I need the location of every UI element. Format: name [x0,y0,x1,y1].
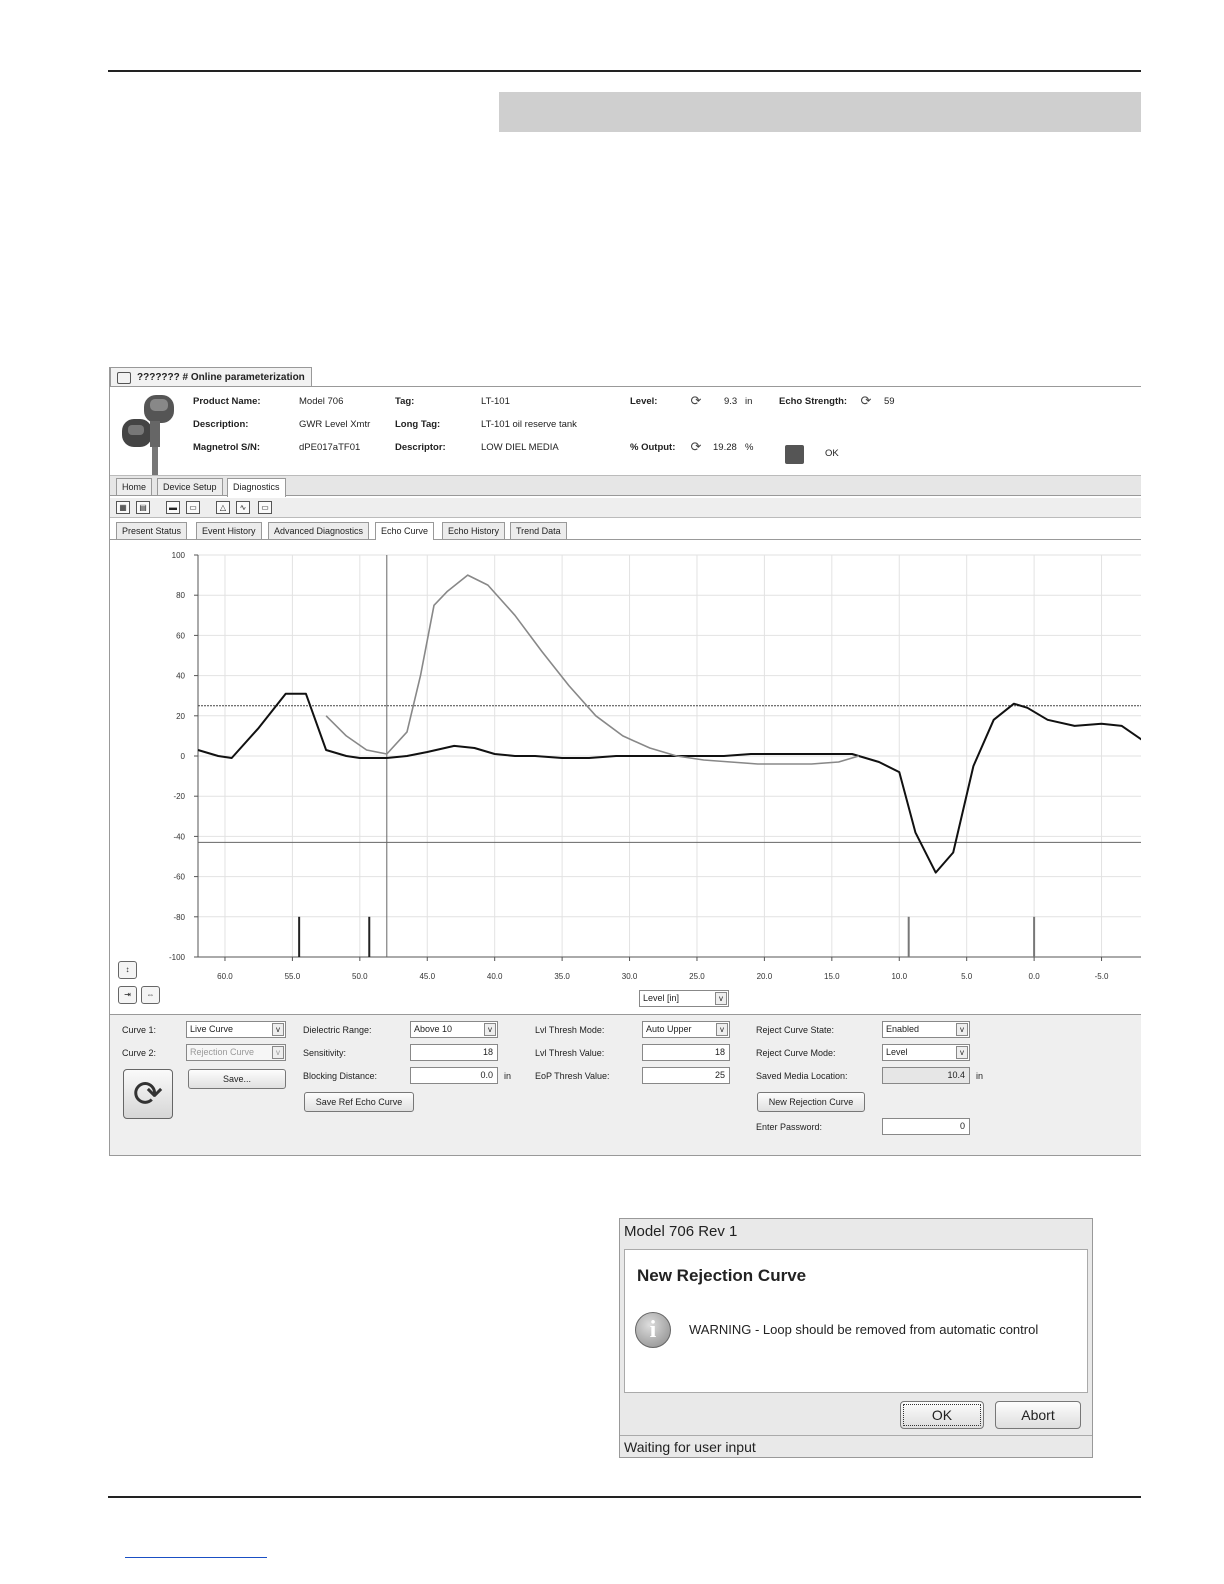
echo-strength-value: 59 [884,396,895,407]
output-label: % Output: [630,442,676,453]
tag-value: LT-101 [481,396,510,407]
dielectric-value: Above 10 [414,1024,453,1034]
lvl-thresh-mode-select[interactable] [642,1021,730,1038]
reject-state-select[interactable] [882,1021,970,1038]
lvl-thresh-mode-label: Lvl Thresh Mode: [535,1025,605,1035]
level-value: 9.3 [724,396,738,407]
signal-icon[interactable]: △ [216,501,230,514]
document-tab[interactable] [110,367,312,387]
main-tab-bar [110,475,1141,496]
y-tick-label: 0 [180,752,185,761]
sensitivity-label: Sensitivity: [303,1048,347,1058]
y-tick-label: -20 [173,792,185,802]
chevron-down-icon: v [956,1046,968,1059]
new-rejection-curve-dialog [619,1218,1093,1458]
eop-thresh-label: EoP Thresh Value: [535,1071,610,1081]
chevron-down-icon: v [272,1046,284,1059]
long-tag-label: Long Tag: [395,419,441,430]
x-tick-label: 55.0 [284,972,301,981]
level-label: Level: [630,396,658,407]
zoom-out-icon[interactable]: ⇔ [141,986,160,1004]
chart-icon[interactable]: ▭ [258,501,272,514]
blocking-field[interactable]: 0.0 [410,1067,498,1084]
dialog-title: Model 706 Rev 1 [624,1223,738,1240]
x-tick-label: 15.0 [824,972,840,981]
status-text: OK [825,448,839,459]
tab-trend-data[interactable] [510,522,567,540]
tab-home[interactable] [116,478,152,496]
x-tick-label: 50.0 [352,972,368,981]
serial-value: dPE017aTF01 [299,442,361,453]
dielectric-label: Dielectric Range: [303,1025,372,1035]
toolbar [110,498,1141,518]
output-value: 19.28 [713,442,737,453]
x-tick-label: 5.0 [961,972,973,981]
x-tick-label: 40.0 [486,972,503,981]
x-tick-label: 25.0 [689,972,705,981]
tab-echo-curve[interactable] [375,522,434,540]
y-tick-label: -100 [168,953,185,962]
y-tick-label: 20 [176,711,185,721]
dialog-heading: New Rejection Curve [637,1266,807,1285]
abort-button[interactable]: Abort [995,1401,1081,1429]
saved-media-field: 10.4 [882,1067,970,1084]
x-tick-label: 10.0 [891,972,908,981]
footer-link-underline [125,1557,267,1558]
top-rule [108,70,1141,72]
zoom-in-icon[interactable]: ⇥ [118,986,137,1004]
tab-present-status[interactable] [116,522,187,540]
curve1-select[interactable] [186,1021,286,1038]
password-label: Enter Password: [756,1122,823,1132]
x-tick-label: 45.0 [419,972,436,981]
product-name-label: Product Name: [193,396,261,407]
blocking-unit: in [504,1071,512,1081]
status-indicator [785,445,804,464]
x-tick-label: 0.0 [1028,972,1040,981]
x-axis-unit-select[interactable] [639,990,729,1007]
description-label: Description: [193,419,249,430]
descriptor-value: LOW DIEL MEDIA [481,442,559,453]
vertical-zoom-icon[interactable]: ↕ [118,961,137,979]
curve2-select[interactable] [186,1044,286,1061]
tab-device-setup-label: Device Setup [163,482,217,492]
password-field[interactable]: 0 [882,1118,970,1135]
output-refresh-icon[interactable]: ⟳ [690,439,702,454]
window-icon[interactable]: ▤ [136,501,150,514]
tag-label: Tag: [395,396,415,407]
echo-refresh-icon[interactable]: ⟳ [860,393,872,408]
pactware-window [109,367,1141,1156]
echo-curve-svg [110,543,1141,1017]
chevron-down-icon: v [956,1023,968,1036]
dialog-status-bar: Waiting for user input [620,1435,1092,1457]
dialog-body [624,1249,1088,1393]
reject-mode-select[interactable] [882,1044,970,1061]
echo-curve-chart [110,543,1141,1017]
x-tick-label: -5.0 [1094,972,1109,981]
chevron-down-icon: v [272,1023,284,1036]
diagnostics-sub-tabs [110,520,1141,540]
tab-diagnostics[interactable] [227,478,286,497]
reject-state-value: Enabled [886,1024,920,1034]
section-header-bar [499,92,1141,132]
device-dtm-icon [117,372,131,384]
level-unit: in [745,396,753,407]
curve1-label: Curve 1: [122,1025,157,1035]
ok-button[interactable]: OK [900,1401,984,1429]
refresh-icon[interactable]: ⟳ [123,1069,173,1119]
tab-echo-history[interactable] [442,522,505,540]
description-value: GWR Level Xmtr [299,419,371,430]
dielectric-select[interactable] [410,1021,498,1038]
lvl-thresh-value-label: Lvl Thresh Value: [535,1048,605,1058]
save-button[interactable]: Save... [188,1069,286,1089]
level-refresh-icon[interactable]: ⟳ [690,393,702,408]
curve1-value: Live Curve [190,1024,234,1034]
reject-mode-value: Level [886,1047,908,1057]
y-tick-label: -40 [173,832,185,842]
echo-strength-label: Echo Strength: [779,396,848,407]
descriptor-label: Descriptor: [395,442,446,453]
tab-echo-history-label: Echo History [448,526,500,536]
document-tab-title: ??????? # Online parameterization [137,372,305,383]
serial-label: Magnetrol S/N: [193,442,261,453]
x-tick-label: 35.0 [554,972,570,981]
reject-state-label: Reject Curve State: [756,1025,835,1035]
bottom-rule [108,1496,1141,1498]
saved-media-label: Saved Media Location: [756,1071,848,1081]
tab-echo-curve-label: Echo Curve [381,526,429,536]
long-tag-value: LT-101 oil reserve tank [481,419,577,430]
new-rejection-curve-button[interactable]: New Rejection Curve [757,1092,865,1112]
tab-event-history[interactable] [196,522,262,540]
product-name-value: Model 706 [299,396,344,407]
save-ref-echo-curve-button[interactable]: Save Ref Echo Curve [304,1092,414,1112]
chevron-down-icon: v [716,1023,728,1036]
output-unit: % [745,442,754,453]
x-tick-label: 20.0 [756,972,773,981]
lvl-thresh-value-field[interactable]: 18 [642,1044,730,1061]
tab-device-setup[interactable] [157,478,223,496]
reject-mode-label: Reject Curve Mode: [756,1048,836,1058]
blocking-label: Blocking Distance: [303,1071,378,1081]
y-tick-label: -80 [173,912,185,922]
x-tick-label: 30.0 [621,972,638,981]
echo-controls-panel [110,1014,1141,1156]
waveform-icon[interactable]: ∿ [236,501,250,514]
chevron-down-icon: v [715,992,727,1005]
eop-thresh-field[interactable]: 25 [642,1067,730,1084]
sensitivity-field[interactable]: 18 [410,1044,498,1061]
tab-advanced-diagnostics-label: Advanced Diagnostics [274,526,364,536]
y-tick-label: -60 [173,872,185,882]
tab-divider [110,386,1141,387]
tab-home-label: Home [122,482,147,492]
device-image [116,389,188,475]
tab-advanced-diagnostics[interactable] [268,522,369,540]
curve2-label: Curve 2: [122,1048,157,1058]
layout-icon[interactable]: ▦ [116,501,130,514]
info-icon: i [635,1312,671,1348]
saved-media-unit: in [976,1071,984,1081]
tab-event-history-label: Event History [202,526,256,536]
tab-diagnostics-label: Diagnostics [233,482,280,492]
lvl-thresh-mode-value: Auto Upper [646,1024,692,1034]
tab-present-status-label: Present Status [122,526,182,536]
curve2-value: Rejection Curve [190,1047,255,1057]
save-icon[interactable]: ▬ [166,501,180,514]
y-tick-label: 40 [176,671,185,681]
x-axis-unit-value: Level [in] [643,993,680,1003]
chevron-down-icon: v [484,1023,496,1036]
y-tick-label: 100 [171,551,185,560]
print-icon[interactable]: ▭ [186,501,200,514]
y-tick-label: 80 [176,591,185,601]
tab-trend-data-label: Trend Data [516,526,561,536]
warning-message: WARNING - Loop should be removed from automatic control [689,1322,1039,1337]
y-tick-label: 60 [176,631,185,641]
x-tick-label: 60.0 [217,972,233,981]
